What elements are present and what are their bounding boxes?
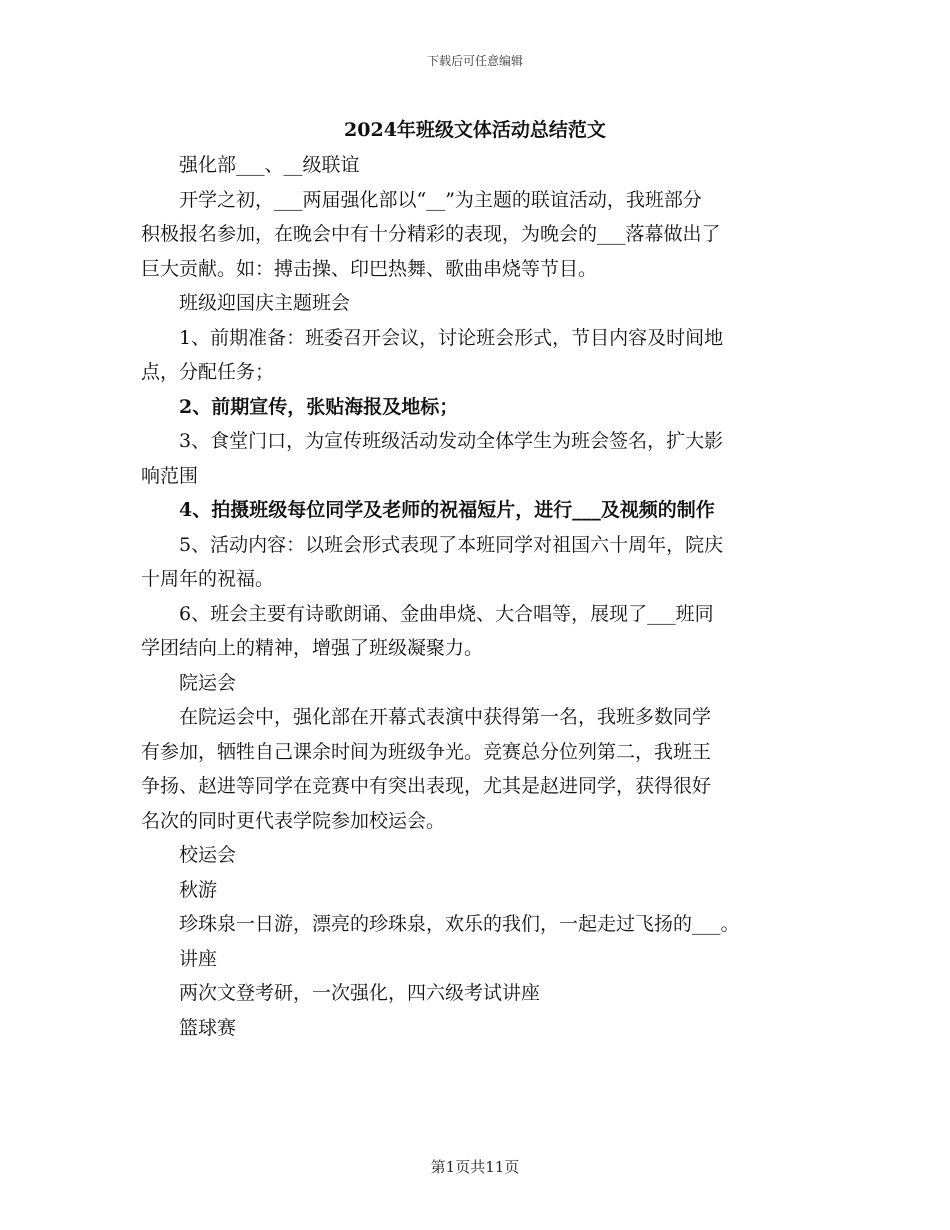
paragraph-line: 开学之初，___两届强化部以“__”为主题的联谊活动，我班部分 (179, 188, 702, 211)
paragraph-line: 校运会 (179, 844, 237, 866)
paragraph-line: 争扬、赵进等同学在竞赛中有突出表现，尤其是赵进同学，获得很好 (141, 775, 712, 797)
paragraph-line: 篮球赛 (179, 1016, 237, 1039)
paragraph-line: 1、前期准备：班委召开会议，讨论班会形式，节目内容及时间地 (179, 326, 724, 349)
paragraph-line: 班级迎国庆主题班会 (179, 292, 351, 314)
paragraph-line: 在院运会中，强化部在开幕式表演中获得第一名，我班多数同学 (179, 706, 712, 728)
paragraph-line: 6、班会主要有诗歌朗诵、金曲串烧、大合唱等，展现了___班同 (179, 602, 714, 625)
paragraph-line: 讲座 (179, 947, 218, 970)
paragraph-line: 有参加，牺牲自己课余时间为班级争光。竞赛总分位列第二，我班王 (141, 740, 712, 763)
paragraph-line: 强化部___、__级联谊 (179, 154, 360, 176)
paragraph-line: 名次的同时更代表学院参加校运会。 (141, 809, 446, 832)
paragraph-line: 点，分配任务； (141, 361, 275, 383)
document-body (141, 148, 821, 1045)
paragraph-line: 两次文登考研，一次强化，四六级考试讲座 (179, 982, 541, 1004)
paragraph-line: 响范围 (141, 464, 199, 487)
paragraph-line: 4、拍摄班级每位同学及老师的祝福短片，进行___及视频的制作 (179, 499, 715, 521)
paragraph-line: 院运会 (179, 671, 237, 694)
page-header: 下载后可任意编辑 (426, 54, 523, 68)
paragraph-line: 珍珠泉一日游，漂亮的珍珠泉，欢乐的我们，一起走过飞扬的___。 (179, 913, 740, 935)
paragraph-line: 2、前期宣传，张贴海报及地标； (179, 395, 459, 418)
paragraph-line: 巨大贡献。如：搏击操、印巴热舞、歌曲串烧等节目。 (141, 257, 598, 280)
paragraph-line: 3、食堂门口，为宣传班级活动发动全体学生为班会签名，扩大影 (179, 430, 724, 452)
paragraph-line: 秋游 (179, 878, 218, 901)
paragraph-line: 十周年的祝福。 (141, 568, 275, 590)
paragraph-line: 积极报名参加，在晚会中有十分精彩的表现，为晚会的___落幕做出了 (141, 223, 721, 245)
paragraph-line: 学团结向上的精神，增强了班级凝聚力。 (141, 637, 484, 659)
page-footer: 第1页共11页 (430, 1158, 520, 1176)
document-title: 2024年班级文体活动总结范文 (344, 119, 606, 141)
paragraph-line: 5、活动内容：以班会形式表现了本班同学对祖国六十周年，院庆 (179, 533, 724, 556)
